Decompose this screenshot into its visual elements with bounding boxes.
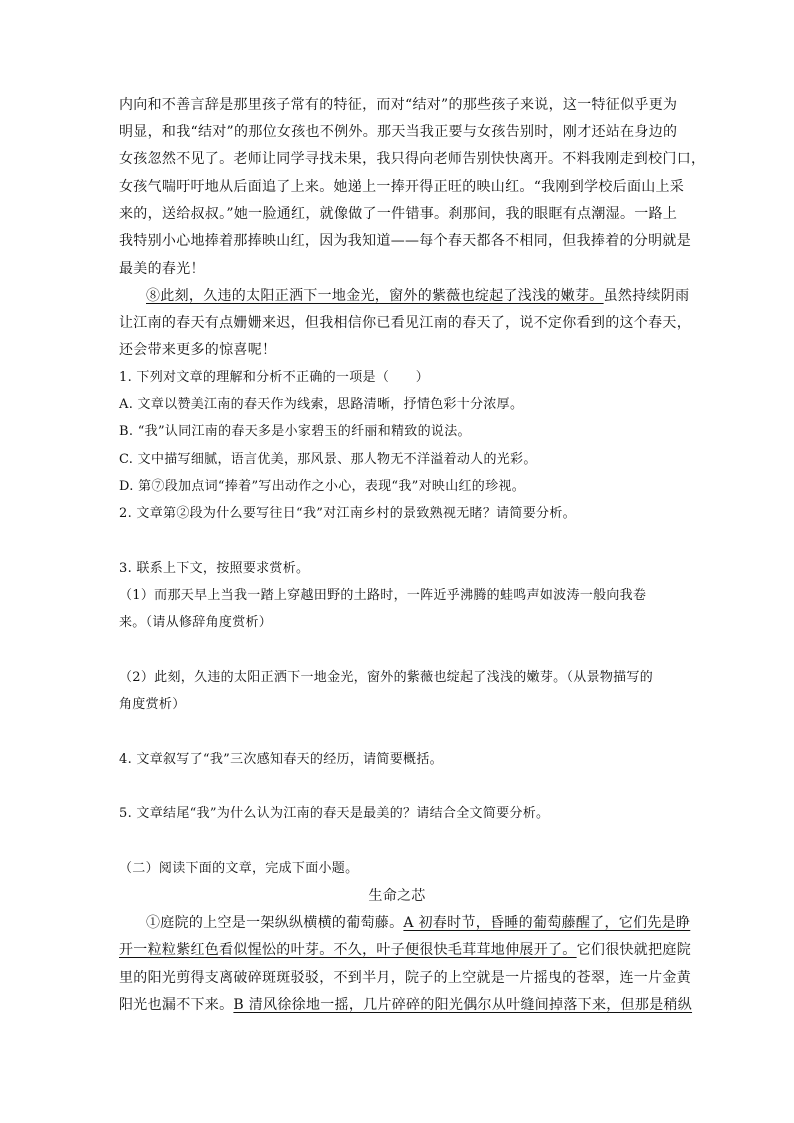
question-3-2-line-2: 角度赏析） — [119, 697, 186, 712]
question-3: 3. 联系上下文，按照要求赏析。 — [119, 561, 310, 576]
article-line-2 — [119, 940, 692, 960]
paragraph-8-line-1 — [146, 286, 690, 306]
question-1-option-b: B. “我”认同江南的春天多是小家碧玉的纤丽和精致的说法。 — [119, 424, 471, 439]
article-line-1-text: ①庭院的上空是一架纵纵横横的葡萄藤。 — [146, 915, 404, 931]
question-1-option-a: A. 文章以赞美江南的春天作为线索，思路清晰，抒情色彩十分浓厚。 — [119, 397, 524, 412]
underlined-sentence-a: A 初春时节，昏睡的葡萄藤醒了，它们先是睁 — [403, 915, 691, 931]
paragraph-8-continuation: 虽然持续阴雨 — [603, 288, 690, 304]
question-2: 2. 文章第②段为什么要写往日“我”对江南乡村的景致熟视无睹？请简要分析。 — [119, 506, 576, 521]
question-3-2-line-1: （2）此刻，久违的太阳正洒下一地金光，窗外的紫薇也绽起了浅浅的嫩芽。（从景物描写的 — [119, 670, 654, 685]
article-line-3: 里的阳光剪得支离破碎斑斑驳驳，不到半月，院子的上空就是一片摇曳的苍翠，连一片金黄 — [119, 970, 691, 986]
paragraph-8-line-3: 还会带来更多的惊喜呢！ — [119, 342, 277, 358]
question-1: 1. 下列对文章的理解和分析不正确的一项是（ ） — [119, 370, 430, 385]
paragraph-7-line-1: 内向和不善言辞是那里孩子常有的特征，而对“结对”的那些孩子来说，这一特征似乎更为 — [119, 97, 678, 113]
paragraph-7-line-7: 最美的春光！ — [119, 261, 205, 277]
paragraph-7-line-5: 来的，送给叔叔。”她一脸通红，就像做了一件错事。刹那间，我的眼眶有点潮湿。一路上 — [119, 206, 678, 222]
question-1-option-c: C. 文中描写细腻，语言优美，那风景、那人物无不洋溢着动人的光彩。 — [119, 452, 537, 467]
question-3-1-line-2: 来。（请从修辞角度赏析） — [119, 615, 273, 630]
article-line-1 — [146, 913, 691, 933]
paragraph-7-line-3: 女孩忽然不见了。老师让同学寻找未果，我只得向老师告别快快离开。不料我刚走到校门口， — [119, 151, 706, 167]
question-3-1-line-1: （1）而那天早上当我一踏上穿越田野的土路时，一阵近乎沸腾的蛙鸣声如波涛一般向我卷 — [119, 588, 647, 603]
paragraph-7-line-6: 我特别小心地捧着那捧映山红，因为我知道——每个春天都各不相同，但我捧着的分明就是 — [119, 233, 691, 249]
question-4: 4. 文章叙写了“我”三次感知春天的经历，请简要概括。 — [119, 752, 443, 767]
paragraph-7-line-2: 明显，和我“结对”的那位女孩也不例外。那天当我正要与女孩告别时，刚才还站在身边的 — [119, 124, 678, 140]
paragraph-8-line-2: 让江南的春天有点姗姗来迟，但我相信你已看见江南的春天了，说不定你看到的这个春天， — [119, 315, 691, 331]
question-1-option-d: D. 第⑦段加点词“捧着”写出动作之小心，表现“我”对映山红的珍视。 — [119, 479, 526, 494]
article-line-4 — [119, 995, 693, 1015]
article-line-2-text: 它们很快就把庭院 — [576, 942, 692, 958]
underlined-sentence-b: B 清风徐徐地一摇，几片碎碎的阳光偶尔从叶缝间掉落下来，但那是稍纵 — [233, 997, 693, 1013]
article-title: 生命之芯 — [368, 888, 426, 904]
question-5: 5. 文章结尾“我”为什么认为江南的春天是最美的？请结合全文简要分析。 — [119, 806, 550, 821]
paragraph-7-line-4: 女孩气喘吁吁地从后面追了上来。她递上一捧开得正旺的映山红。“我刚到学校后面山上采 — [119, 179, 685, 195]
section-2-heading: （二）阅读下面的文章，完成下面小题。 — [119, 861, 359, 876]
article-line-4-text: 阳光也漏不下来。 — [119, 997, 234, 1013]
paragraph-8-underlined-sentence: ⑧此刻，久违的太阳正洒下一地金光，窗外的紫薇也绽起了浅浅的嫩芽。 — [146, 288, 604, 304]
underlined-sentence-a-continued: 开一粒粒紫红色看似惺忪的叶芽。不久，叶子便很快毛茸茸地伸展开了。 — [119, 942, 577, 958]
